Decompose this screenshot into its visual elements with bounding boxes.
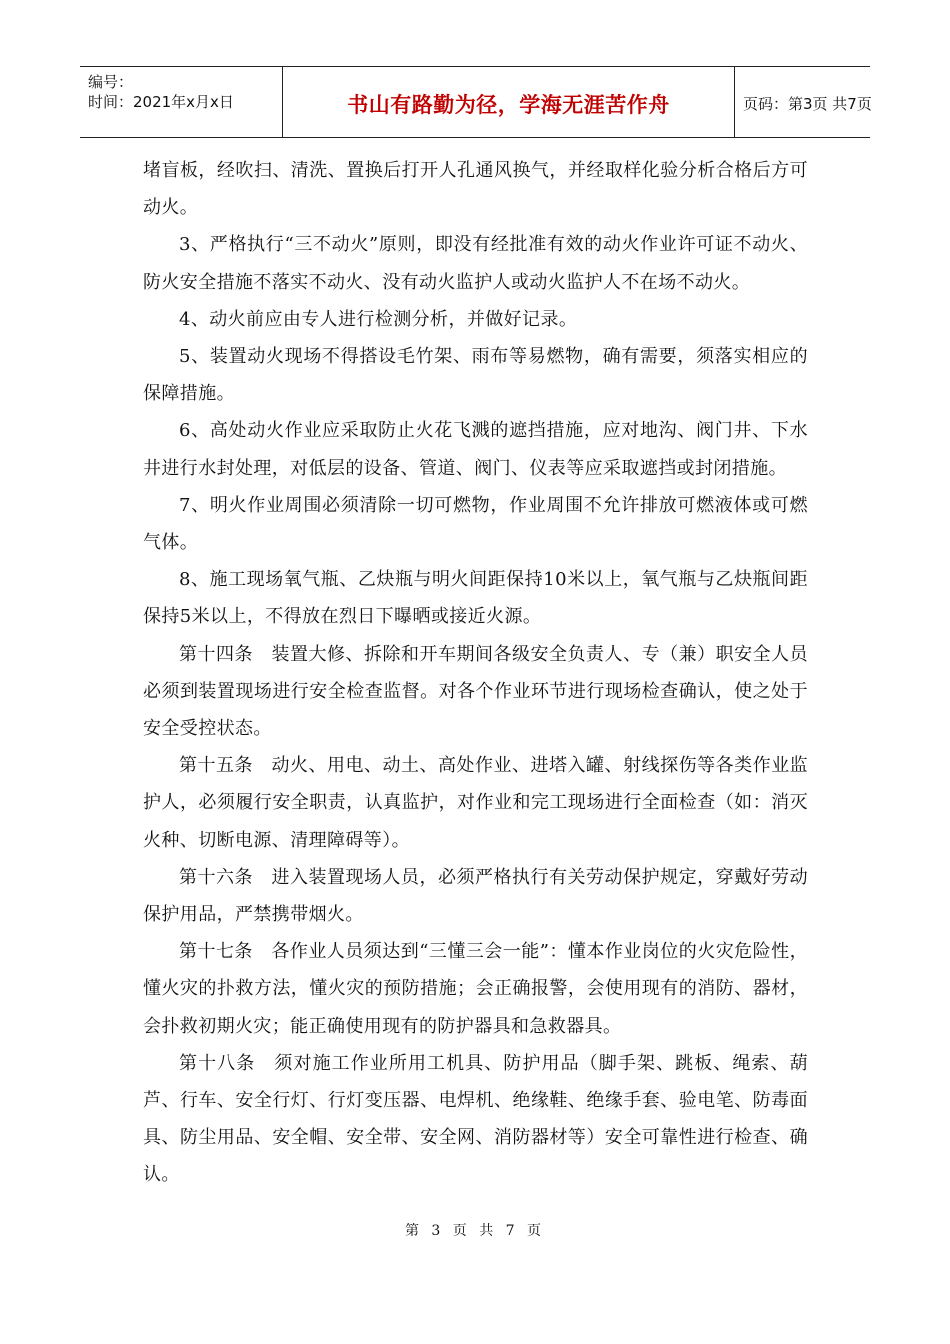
- paragraph: 4、动火前应由专人进行检测分析，并做好记录。: [179, 308, 578, 330]
- paragraph: 3、严格执行“三不动火”原则，即没有经批准有效的动火作业许可证不动火、防火安全措施不落实不动火、没有动火监护人或动火监护人不在场不动火。: [143, 234, 808, 293]
- paragraph: 6、高处动火作业应采取防止火花飞溅的遮挡措施，应对地沟、阀门井、下水井进行水封处理，对低层的设备、管道、阀门、仪表等应采取遮挡或封闭措施。: [143, 420, 808, 479]
- header-info-cell: [80, 67, 283, 137]
- paragraph: 第十六条 进入装置现场人员，必须严格执行有关劳动保护规定，穿戴好劳动保护用品，严禁携带烟火。: [143, 866, 808, 926]
- header-motto: 书山有路勤为径，学海无涯苦作舟: [347, 93, 670, 117]
- document-body: [143, 152, 808, 1194]
- page-header: [80, 66, 870, 138]
- paragraph: 5、装置动火现场不得搭设毛竹架、雨布等易燃物，确有需要，须落实相应的保障措施。: [143, 346, 808, 405]
- paragraph: 第十八条 须对施工作业所用工机具、防护用品（脚手架、跳板、绳索、葫芦、行车、安全行灯、行灯变压器、电焊机、绝缘鞋、绝缘手套、验电笔、防毒面具、防尘用品、安全帽、安全带、安全网、消防器材等）安全可靠性进行检查、确认。: [143, 1052, 808, 1186]
- page-footer: 第 3 页 共 7 页: [404, 1223, 546, 1239]
- paragraph: 第十四条 装置大修、拆除和开车期间各级安全负责人、专（兼）职安全人员必须到装置现场进行安全检查监督。对各个作业环节进行现场检查确认，使之处于安全受控状态。: [143, 643, 808, 740]
- document-number-label: 编号：: [88, 73, 134, 91]
- paragraph: 7、明火作业周围必须清除一切可燃物，作业周围不允许排放可燃液体或可燃气体。: [143, 494, 808, 554]
- header-page-code: 页码：第3页 共7页: [743, 95, 872, 113]
- paragraph: 堵盲板，经吹扫、清洗、置换后打开人孔通风换气，并经取样化验分析合格后方可动火。: [143, 160, 808, 219]
- paragraph: 第十七条 各作业人员须达到“三懂三会一能”：懂本作业岗位的火灾危险性，懂火灾的扑救方法，懂火灾的预防措施；会正确报警，会使用现有的消防、器材，会扑救初期火灾；能正确使用现有的防护器具和急救器具。: [143, 941, 808, 1037]
- document-date-label: 时间：2021年x月x日: [88, 93, 234, 111]
- paragraph: 第十五条 动火、用电、动土、高处作业、进塔入罐、射线探伤等各类作业监护人，必须履行安全职责，认真监护，对作业和完工现场进行全面检查（如：消灭火种、切断电源、清理障碍等）。: [143, 755, 808, 851]
- header-page-cell: [735, 67, 870, 137]
- header-motto-cell: [283, 67, 735, 137]
- paragraph: 8、施工现场氧气瓶、乙炔瓶与明火间距保持10米以上，氧气瓶与乙炔瓶间距保持5米以上，不得放在烈日下曝晒或接近火源。: [143, 569, 808, 628]
